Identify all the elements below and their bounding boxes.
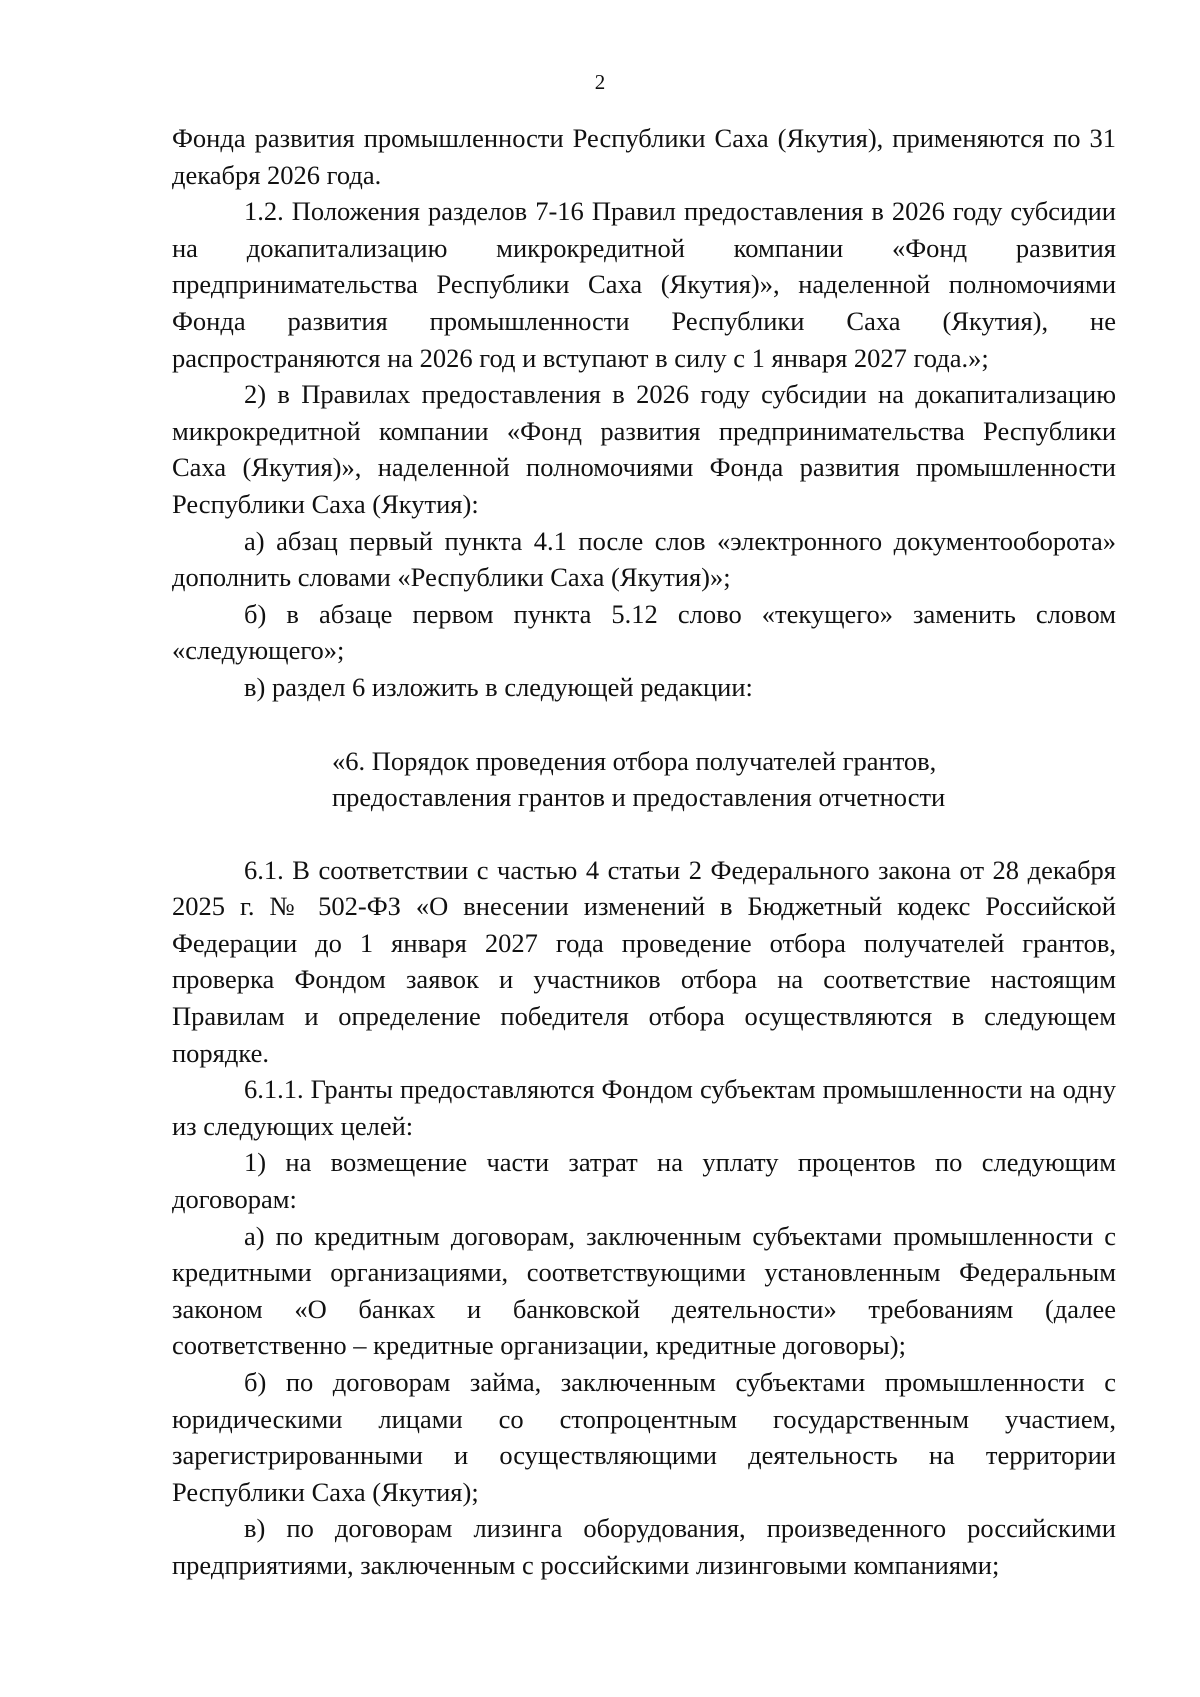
document-body [172, 120, 1116, 1584]
paragraph-goal-1-v: в) по договорам лизинга оборудования, произведенного российскими предприятиями, заключенным с российскими лизинговыми компаниями; [172, 1513, 1116, 1580]
paragraph-goal-1-a: а) по кредитным договорам, заключенным субъектами промышленности с кредитными организациями, соответствующими установленным Федеральным законом «О банках и банковской деятельности» требованиям (далее соответственно – кредитные организации, кредитные договоры); [172, 1220, 1116, 1361]
paragraph-subitem-a: а) абзац первый пункта 4.1 после слов «электронного документооборота» дополнить словами «Республики Саха (Якутия)»; [172, 525, 1116, 593]
paragraph-6-1: 6.1. В соответствии с частью 4 статьи 2 Федерального закона от 28 декабря 2025 г. № 502-ФЗ «О внесении изменений в Бюджетный кодекс Российской Федерации до 1 января 2027 года проведение отбора получателей грантов, проверка Фондом заявок и участников отбора на соответствие настоящим Правилам и определение победителя отбора осуществляются в следующем порядке. [172, 854, 1116, 1068]
paragraph-subitem-v: в) раздел 6 изложить в следующей редакции: [244, 671, 753, 702]
section-heading [172, 743, 1116, 816]
paragraph-continuation: Фонда развития промышленности Республики Саха (Якутия), применяются по 31 декабря 2026 года. [172, 123, 1116, 190]
paragraph-6-1-1: 6.1.1. Гранты предоставляются Фондом субъектам промышленности на одну из следующих целей: [172, 1074, 1116, 1141]
paragraph-goal-1-b: б) по договорам займа, заключенным субъектами промышленности с юридическими лицами со стопроцентным государственным участием, зарегистрированными и осуществляющими деятельность на территории Республики Саха (Якутия); [172, 1367, 1116, 1507]
paragraph-item-2: 2) в Правилах предоставления в 2026 году субсидии на докапитализацию микрокредитной компании «Фонд развития предпринимательства Республики Саха (Якутия)», наделенной полномочиями Фонда развития промышленности Республики Саха (Якутия): [172, 379, 1116, 519]
page-number: 2 [594, 70, 606, 94]
paragraph-1-2: 1.2. Положения разделов 7-16 Правил предоставления в 2026 году субсидии на докапитализацию микрокредитной компании «Фонд развития предпринимательства Республики Саха (Якутия)», наделенной полномочиями Фонда развития промышленности Республики Саха (Якутия), не распространяются на 2026 год и вступают в силу с 1 января 2027 года.»; [172, 196, 1116, 373]
paragraph-goal-1: 1) на возмещение части затрат на уплату процентов по следующим договорам: [172, 1147, 1116, 1215]
section-heading-line-2: предоставления грантов и предоставления отчетности [332, 782, 946, 813]
paragraph-subitem-b: б) в абзаце первом пункта 5.12 слово «текущего» заменить словом «следующего»; [172, 598, 1116, 666]
section-heading-line-1: «6. Порядок проведения отбора получателей грантов, [332, 745, 937, 776]
